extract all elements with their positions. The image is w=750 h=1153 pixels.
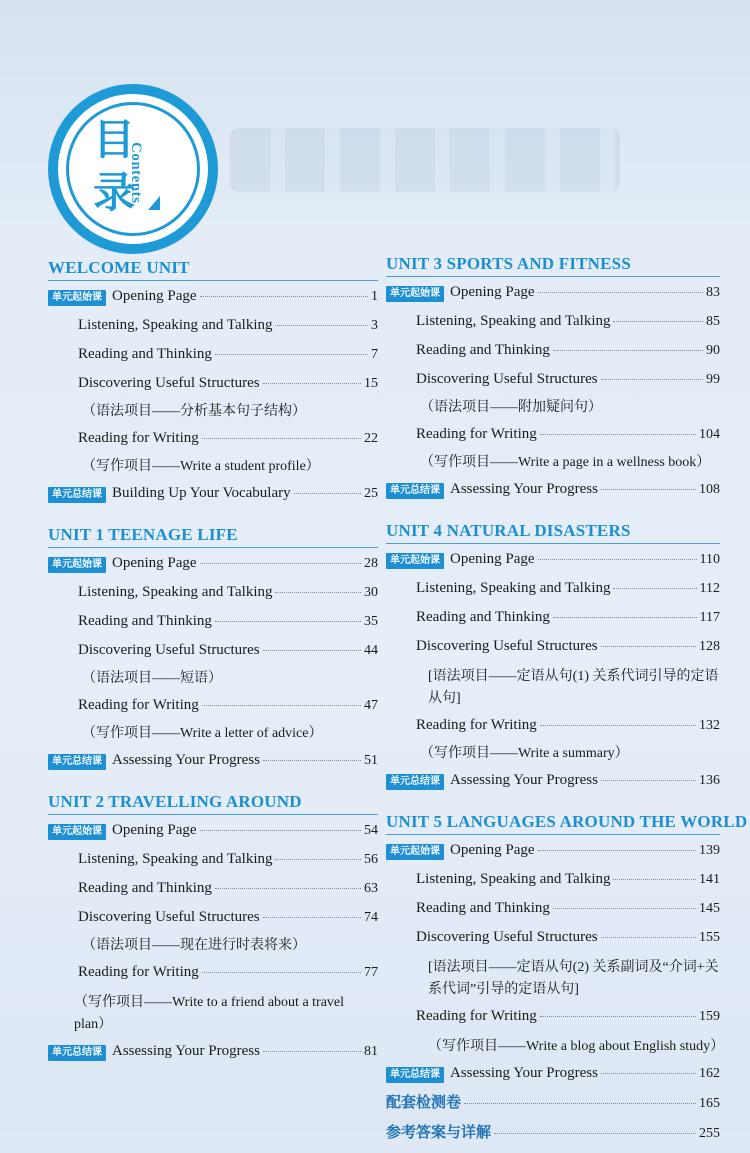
- toc-entry[interactable]: Reading for Writing 132: [416, 717, 720, 733]
- toc-entry[interactable]: 单元总结课 Assessing Your Progress 162: [386, 1064, 720, 1083]
- toc-entry[interactable]: Reading for Writing 22: [78, 430, 378, 446]
- toc-entry[interactable]: Listening, Speaking and Talking 85: [416, 313, 720, 329]
- toc-note: （写作项目——Write to a friend about a travel plan）: [74, 995, 345, 1032]
- toc-entry[interactable]: 单元起始课 Opening Page 110: [386, 550, 720, 569]
- unit-title-5: UNIT 5 LANGUAGES AROUND THE WORLD: [386, 812, 720, 835]
- toc-entry[interactable]: Discovering Useful Structures 128: [416, 638, 720, 654]
- toc-entry-tests[interactable]: 配套检测卷 165: [386, 1093, 720, 1111]
- toc-entry[interactable]: Listening, Speaking and Talking 3: [78, 317, 378, 333]
- badge-end: 单元总结课: [48, 1045, 106, 1061]
- toc-entry[interactable]: Reading for Writing 104: [416, 426, 720, 442]
- toc-note: （语法项目——短语）: [82, 671, 222, 686]
- toc-note: （写作项目——Write a student profile）: [82, 459, 320, 474]
- badge-start: 单元起始课: [386, 844, 444, 860]
- toc-note: [语法项目——定语从句(1) 关系代词引导的定语从句]: [428, 669, 719, 706]
- toc-entry-answers[interactable]: 参考答案与详解 255: [386, 1123, 720, 1141]
- unit-title-1: UNIT 1 TEENAGE LIFE: [48, 525, 378, 548]
- toc-entry[interactable]: 单元起始课 Opening Page 28: [48, 554, 378, 573]
- logo-char-top: 目: [93, 115, 136, 164]
- logo-char-bottom: 录: [93, 168, 136, 217]
- toc-left-column: [48, 258, 378, 1071]
- toc-entry[interactable]: Discovering Useful Structures 44: [78, 642, 378, 658]
- faded-header-band: [230, 128, 620, 192]
- toc-entry[interactable]: Reading for Writing 77: [78, 964, 378, 980]
- toc-entry[interactable]: Reading and Thinking 90: [416, 342, 720, 358]
- logo-contents-text: Contents: [128, 142, 144, 204]
- toc-entry[interactable]: Reading for Writing 159: [416, 1008, 720, 1024]
- contents-logo: [48, 84, 218, 254]
- toc-entry[interactable]: 单元总结课 Assessing Your Progress 81: [48, 1042, 378, 1061]
- toc-entry[interactable]: Listening, Speaking and Talking 56: [78, 851, 378, 867]
- badge-start: 单元起始课: [386, 553, 444, 569]
- unit-title-4: UNIT 4 NATURAL DISASTERS: [386, 521, 720, 544]
- badge-end: 单元总结课: [386, 1067, 444, 1083]
- toc-note: （语法项目——分析基本句子结构）: [82, 404, 306, 419]
- toc-note: （语法项目——附加疑问句）: [420, 400, 602, 415]
- toc-entry[interactable]: Discovering Useful Structures 15: [78, 375, 378, 391]
- toc-entry[interactable]: Discovering Useful Structures 155: [416, 929, 720, 945]
- unit-title-welcome: WELCOME UNIT: [48, 258, 378, 281]
- toc-entry[interactable]: Listening, Speaking and Talking 112: [416, 580, 720, 596]
- toc-entry[interactable]: 单元起始课 Opening Page 139: [386, 841, 720, 860]
- toc-entry[interactable]: Listening, Speaking and Talking 141: [416, 871, 720, 887]
- unit-title-3: UNIT 3 SPORTS AND FITNESS: [386, 254, 720, 277]
- toc-entry[interactable]: Reading and Thinking 35: [78, 613, 378, 629]
- toc-note: （写作项目——Write a page in a wellness book）: [420, 455, 711, 470]
- toc-note: （语法项目——现在进行时表将来）: [82, 938, 306, 953]
- toc-right-column: [386, 254, 748, 1153]
- toc-note: （写作项目——Write a summary）: [420, 746, 629, 761]
- toc-note: （写作项目——Write a blog about English study）: [428, 1039, 725, 1054]
- badge-end: 单元总结课: [48, 754, 106, 770]
- toc-entry[interactable]: Discovering Useful Structures 74: [78, 909, 378, 925]
- badge-start: 单元起始课: [48, 824, 106, 840]
- toc-entry[interactable]: Discovering Useful Structures 99: [416, 371, 720, 387]
- toc-note: （写作项目——Write a letter of advice）: [82, 726, 323, 741]
- badge-end: 单元总结课: [386, 774, 444, 790]
- toc-entry[interactable]: 单元起始课 Opening Page 54: [48, 821, 378, 840]
- toc-entry[interactable]: Reading for Writing 47: [78, 697, 378, 713]
- toc-entry[interactable]: 单元总结课 Assessing Your Progress 108: [386, 480, 720, 499]
- badge-start: 单元起始课: [386, 286, 444, 302]
- toc-entry[interactable]: 单元总结课 Assessing Your Progress 51: [48, 751, 378, 770]
- badge-start: 单元起始课: [48, 290, 106, 306]
- toc-entry[interactable]: Reading and Thinking 7: [78, 346, 378, 362]
- toc-entry[interactable]: Reading and Thinking 117: [416, 609, 720, 625]
- badge-end: 单元总结课: [48, 487, 106, 503]
- toc-entry[interactable]: Reading and Thinking 145: [416, 900, 720, 916]
- toc-entry[interactable]: Reading and Thinking 63: [78, 880, 378, 896]
- toc-note: [语法项目——定语从句(2) 关系副词及“介词+关系代词”引导的定语从句]: [428, 960, 719, 997]
- toc-entry[interactable]: Listening, Speaking and Talking 30: [78, 584, 378, 600]
- logo-arrow-icon: [148, 196, 160, 210]
- toc-entry[interactable]: 单元总结课 Building Up Your Vocabulary 25: [48, 484, 378, 503]
- toc-entry[interactable]: 单元起始课 Opening Page 83: [386, 283, 720, 302]
- badge-start: 单元起始课: [48, 557, 106, 573]
- unit-title-2: UNIT 2 TRAVELLING AROUND: [48, 792, 378, 815]
- badge-end: 单元总结课: [386, 483, 444, 499]
- toc-entry[interactable]: 单元总结课 Assessing Your Progress 136: [386, 771, 720, 790]
- toc-entry[interactable]: 单元起始课 Opening Page 1: [48, 287, 378, 306]
